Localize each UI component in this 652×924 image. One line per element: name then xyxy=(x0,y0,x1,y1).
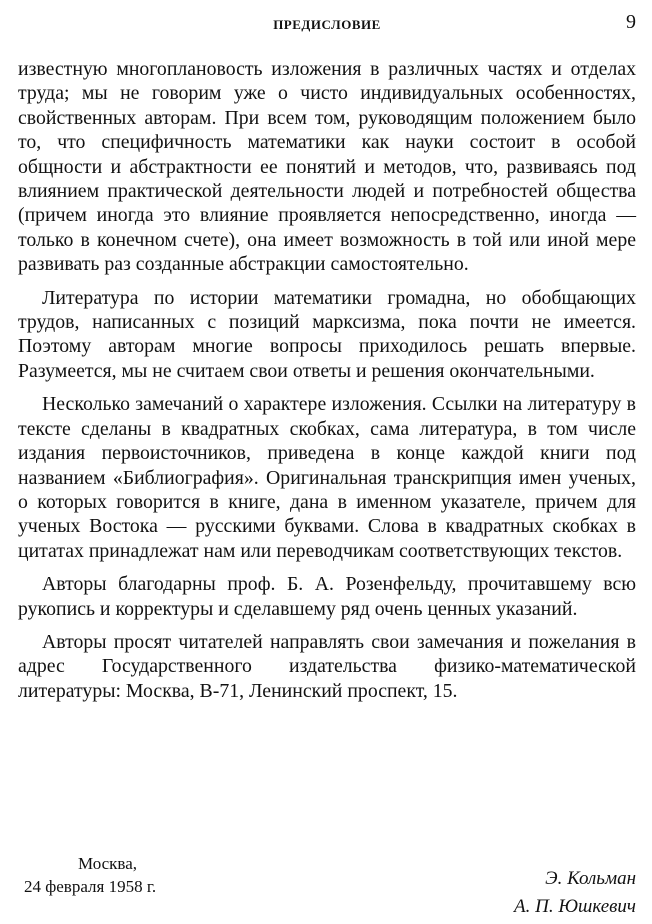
paragraph-feedback-request: Авторы просят читателей направлять свои замечания и пожелания в адрес Государственного издательства физико-математической литературы: Москва, В-71, Ленинский проспект, 15. xyxy=(18,630,636,702)
paragraph-exposition-notes: Несколько замечаний о характере изложения. Ссылки на литературу в тексте сделаны в квадратных скобках, сама литература, в том числе издания первоисточников, приведена в конце каждой книги под названием «Библиография». Оригинальная транскрипция имен ученых, о которых говорится в книге, дана в именном указателе, причем для ученых Востока — русскими буквами. Слова в квадратных скобках в цитатах принадлежат нам или переводчикам соответствующих текстов. xyxy=(18,393,636,562)
book-page xyxy=(18,0,636,924)
body-text xyxy=(18,57,636,703)
paragraph-acknowledgements: Авторы благодарны проф. Б. А. Розенфельду, прочитавшему всю рукопись и корректуры и сделавшему ряд очень ценных указаний. xyxy=(18,573,636,620)
place-city: Москва, xyxy=(78,854,138,873)
running-head: ПРЕДИСЛОВИЕ xyxy=(273,17,381,32)
paragraph-continuation: известную многоплановость изложения в различных частях и отделах труда; мы не говорим уже о чисто индивидуальных особенностях, свойственных авторам. При всем том, руководящим положением было то, что специфичность математики как науки состоит в особой общности и абстрактности ее понятий и методов, что, развиваясь под влиянием практической деятельности людей и потребностей общества (причем иногда это влияние проявляется непосредственно, иногда — только в конечном счете), она имеет возможность в той или иной мере развивать раз созданные абстракции самостоятельно. xyxy=(18,58,636,276)
page-header xyxy=(18,0,636,52)
signature-kolman: Э. Кольман xyxy=(545,868,636,889)
date-line: 24 февраля 1958 г. xyxy=(24,877,157,896)
place-and-date xyxy=(24,852,156,898)
page-footer xyxy=(18,852,636,922)
page-number: 9 xyxy=(626,11,636,33)
author-signatures xyxy=(514,865,636,921)
signature-yushkevich: А. П. Юшкевич xyxy=(514,896,636,917)
paragraph-literature: Литература по истории математики громадна, но обобщающих трудов, написанных с позиций марксизма, пока почти не имеется. Поэтому авторам многие вопросы приходилось решать впервые. Разумеется, мы не считаем свои ответы и решения окончательными. xyxy=(18,286,636,382)
